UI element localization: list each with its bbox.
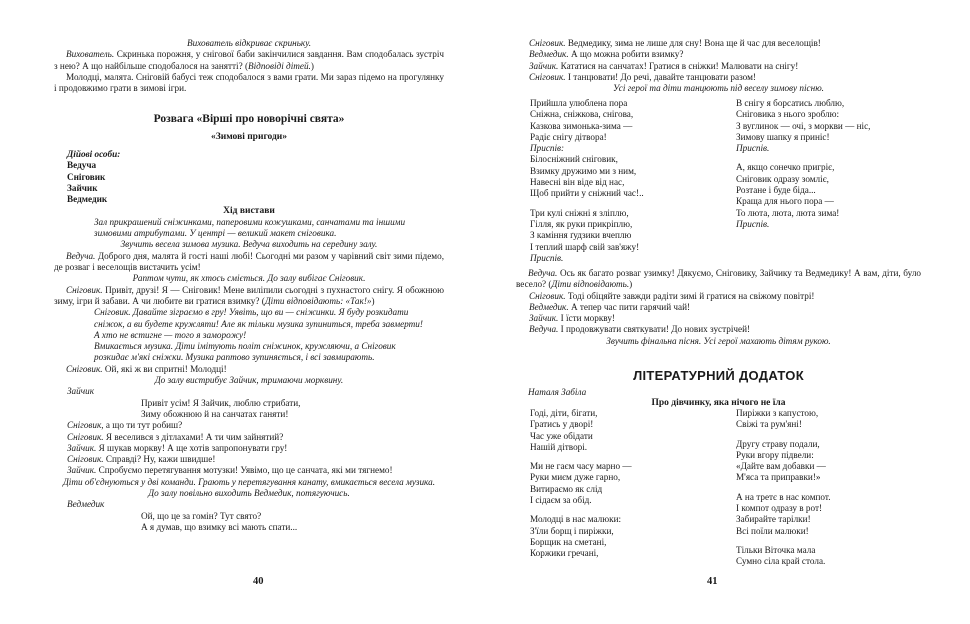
text-line: Зайчик bbox=[67, 386, 95, 397]
verse-line: Свіжі та рум'яні! bbox=[736, 419, 802, 430]
verse-line: Взимку дружимо ми з ним, bbox=[530, 165, 637, 176]
poem-column-right bbox=[724, 408, 930, 568]
text-line: Сніговик. Справді? Ну, кажи швидше! bbox=[67, 454, 216, 465]
text-line: Усі герої та діти танцюють під веселу зимову пісню. bbox=[613, 83, 824, 94]
poem-author: Наталя Забіла bbox=[528, 387, 587, 398]
text-line: Сніговик. Ведмедику, зима не лише для сну! Вона ще й час для веселощів! bbox=[529, 38, 821, 48]
text-line: Ведмедик. А що можна робити взимку? bbox=[529, 49, 684, 60]
stanza-break bbox=[736, 537, 930, 545]
text-line: Раптом чути, як хтось сміється. До залу вибігає Сніговик. bbox=[132, 273, 366, 284]
text-line: Ведмедик. А тепер час пити гарячий чай! bbox=[529, 301, 691, 312]
verse-line: Білосніжний сніговик, bbox=[530, 154, 618, 165]
verse-line: Витираємо як слід bbox=[530, 483, 603, 494]
verse-line: А на третє в нас компот. bbox=[736, 491, 831, 502]
verse-line: Сніговик одразу зомліє, bbox=[736, 173, 829, 184]
text-line: Зиму обожнюю й на санчатах ганяти! bbox=[141, 408, 289, 419]
text-line: Дійові особи: bbox=[67, 149, 121, 160]
stanza-break bbox=[736, 484, 930, 492]
verse-line: Молодці в нас малюки: bbox=[530, 514, 622, 525]
verse-line: Розтане і буде біда... bbox=[736, 185, 816, 196]
appendix-section bbox=[516, 370, 921, 409]
verse-line: І теплий шарф свій зав'яжу! bbox=[530, 241, 640, 252]
text-line: Сніговик, а що ти тут робиш? bbox=[67, 420, 183, 431]
text-line: Зайчик. І їсти моркву! bbox=[529, 313, 615, 324]
page-number-right: 41 bbox=[707, 576, 718, 587]
text-line: Зайчик bbox=[67, 182, 98, 193]
verse-line: Приспів. bbox=[736, 143, 770, 154]
verse-line: Руки миєм дуже гарно, bbox=[530, 472, 621, 483]
verse-line: Пиріжки з капустою, bbox=[736, 408, 819, 418]
text-line: Хід вистави bbox=[223, 205, 275, 216]
verse-line: А, якщо сонечко пригріє, bbox=[736, 162, 835, 173]
verse-line: Приспів. bbox=[736, 218, 770, 229]
text-line: Ведмедик bbox=[67, 499, 105, 510]
left-page-text bbox=[54, 38, 444, 533]
text-line: Сніговик bbox=[67, 171, 106, 182]
text-line: Ведуча. Ось як багато розваг узимку! Дякуємо, Сніговику, Зайчику та Ведмедику! А вам, діти, було весело? (Діти відповідають.) bbox=[516, 268, 921, 290]
text-line: Сніговик. Тоді обіцяйте завжди радіти зимі й гратися на свіжому повітрі! bbox=[529, 290, 815, 301]
verse-line: Ми не гаєм часу марно — bbox=[530, 461, 632, 472]
text-line: Ой, що це за гомін? Тут свято? bbox=[141, 510, 262, 521]
verse-line: Три кулі сніжні я зліплю, bbox=[530, 207, 629, 218]
text-line: Сніговик. Давайте зіграємо в гру! Уявіть, що ви — сніжинки. Я буду розкидати сніжок, а ви будете кружляти! Але як тільки музика зупиниться, треба завмерти! А хто не встигне — того я заморожу! bbox=[94, 307, 423, 340]
verse-line: І сідаєм за обід. bbox=[530, 495, 592, 506]
text-line: Сніговик. І танцювати! До речі, давайте танцювати разом! bbox=[529, 71, 756, 82]
text-line: Привіт усім! Я Зайчик, люблю стрибати, bbox=[141, 397, 301, 408]
text-line: Сніговик. Я веселився з дітлахами! А ти чим зайнятий? bbox=[67, 431, 284, 442]
verse-line: Казкова зимонька-зима — bbox=[530, 120, 633, 131]
verse-line: Забирайте тарілки! bbox=[736, 514, 811, 525]
stanza-break bbox=[530, 200, 724, 208]
verse-line: Радіє снігу дітвора! bbox=[530, 131, 607, 142]
verse-line: Приспів. bbox=[530, 252, 564, 263]
stanza-break bbox=[530, 453, 724, 461]
verse-line: То люта, люта, люта зима! bbox=[736, 207, 840, 218]
text-line: До залу вистрибує Зайчик, тримаючи морквину. bbox=[154, 375, 344, 386]
page-number-left: 40 bbox=[253, 576, 264, 587]
text-line: А я думав, що взимку всі мають спати... bbox=[141, 521, 298, 532]
verse-line: В снігу я борсатись люблю, bbox=[736, 98, 845, 108]
verse-line: М'яса та приправки!» bbox=[736, 472, 821, 483]
verse-line: Навесні він віде від нас, bbox=[530, 177, 625, 188]
text-line: Ведуча bbox=[67, 160, 97, 171]
text-line: Звучить фінальна пісня. Усі герої махають дітям рукою. bbox=[606, 335, 831, 346]
verse-line: Руки вгору підвели: bbox=[736, 449, 814, 460]
verse-line: Сумно сіла край стола. bbox=[736, 556, 826, 567]
text-line: Діти об'єднуються у дві команди. Грають у перетягування канату, вмикається весела музика. bbox=[62, 476, 436, 487]
verse-line: Приспів: bbox=[530, 143, 565, 154]
verse-line: Сніжна, сніжкова, снігова, bbox=[530, 109, 634, 120]
verse-line: Борщик на сметані, bbox=[530, 536, 607, 547]
stanza-break bbox=[736, 431, 930, 439]
dialogue-block bbox=[516, 38, 921, 100]
text-line: Розвага «Вірші про новорічні свята» bbox=[153, 113, 345, 126]
stanza-break bbox=[530, 506, 724, 514]
text-line: Зайчик. Кататися на санчатах! Гратися в сніжки! Малювати на снігу! bbox=[529, 60, 799, 71]
text-line: Вихователь. Скринька порожня, у снігової баби закінчилися завдання. Вам сподобалась зустріч з нею? А що найбільше сподобалося на занятті? (Відповіді дітей.) bbox=[54, 49, 444, 71]
verse-line: «Дайте вам добавки — bbox=[736, 461, 826, 472]
text-line: Ведуча. І продовжувати святкувати! До нових зустрічей! bbox=[529, 324, 751, 335]
text-line: «Зимові пригоди» bbox=[210, 131, 288, 142]
verse-line: Краща для нього пора — bbox=[736, 196, 834, 207]
poem-title: Про дівчинку, яка нічого не їла bbox=[651, 397, 786, 408]
text-line: Вмикається музика. Діти імітують політ сніжинок, кружляючи, а Сніговик розкидає м'які сніжки. Музика раптово зупиняється, і всі завмирають. bbox=[94, 341, 396, 363]
verse-line: І компот одразу в рот! bbox=[736, 503, 823, 514]
verse-line: З'їли борщ і пиріжки, bbox=[530, 525, 614, 536]
closing-dialogue bbox=[516, 268, 921, 347]
verse-line: Сніговика з нього зроблю: bbox=[736, 109, 840, 120]
verse-line: Годі, діти, бігати, bbox=[530, 408, 598, 418]
verse-line: З вуглинок — очі, з моркви — ніс, bbox=[736, 120, 871, 131]
text-line: Зайчик. Я шукав моркву! А ще хотів запропонувати гру! bbox=[67, 442, 288, 453]
song-block bbox=[530, 98, 930, 264]
stanza-break bbox=[736, 154, 930, 162]
text-line: Ведуча. Доброго дня, малята й гості наші любі! Сьогодні ми разом у чарівний світ зими підемо, де розваг і веселощів вистачить усім! bbox=[54, 250, 444, 273]
verse-line: Нашій дітворі. bbox=[530, 441, 588, 452]
text-line: Зайчик. Спробуємо перетягування мотузки! Уявімо, що це санчата, які ми тягнемо! bbox=[67, 465, 393, 476]
text-line: Сніговик. Ой, які ж ви спритні! Молодці! bbox=[66, 363, 227, 374]
verse-line: Зимову шапку я приніс! bbox=[736, 131, 830, 142]
verse-line: Щоб прийти у сніжний час!.. bbox=[530, 188, 644, 199]
verse-line: Час уже обідати bbox=[530, 430, 593, 441]
verse-line: Тільки Віточка мала bbox=[736, 544, 816, 555]
text-line: Звучить весела зимова музика. Ведуча виходить на середину залу. bbox=[120, 239, 378, 250]
song-column-right bbox=[724, 98, 930, 264]
verse-line: З каміння ґудзики вчеплю bbox=[530, 230, 632, 241]
verse-line: Гілля, як руки прикріплю, bbox=[530, 218, 633, 229]
text-line: До залу повільно виходить Ведмедик, потягуючись. bbox=[148, 487, 350, 498]
verse-line: Всі поїли малюки! bbox=[736, 525, 809, 536]
text-line: Молодці, малята. Сніговій бабусі теж сподобалося з вами грати. Ми зараз підемо на прогулянку і продовжимо грати в зимові ігри. bbox=[54, 71, 444, 94]
poem-column-left bbox=[530, 408, 724, 568]
verse-line: Другу страву подали, bbox=[736, 438, 820, 449]
poem-block bbox=[530, 408, 930, 568]
text-line: Вихователь відкриває скриньку. bbox=[186, 38, 312, 48]
text-line: Сніговик. Привіт, друзі! Я — Сніговик! Мене виліпили сьогодні з пухнастого снігу. Я обожнюю зиму, ігри й забави. А чи любите ви гратися взимку? (Діти відповідають: «Так!») bbox=[54, 284, 444, 306]
verse-line: Коржики гречані, bbox=[530, 548, 599, 559]
appendix-title: ЛІТЕРАТУРНИЙ ДОДАТОК bbox=[633, 368, 804, 383]
song-column-left bbox=[530, 98, 724, 264]
spacer bbox=[54, 94, 444, 104]
text-line: Ведмедик bbox=[67, 194, 108, 205]
text-line: Зал прикрашений сніжинками, паперовими кожушками, санчатами та іншими зимовими атрибутами. У центрі — великий макет сніговика. bbox=[94, 216, 406, 239]
verse-line: Прийшла улюблена пора bbox=[530, 98, 628, 108]
verse-line: Гратись у дворі! bbox=[530, 419, 594, 430]
